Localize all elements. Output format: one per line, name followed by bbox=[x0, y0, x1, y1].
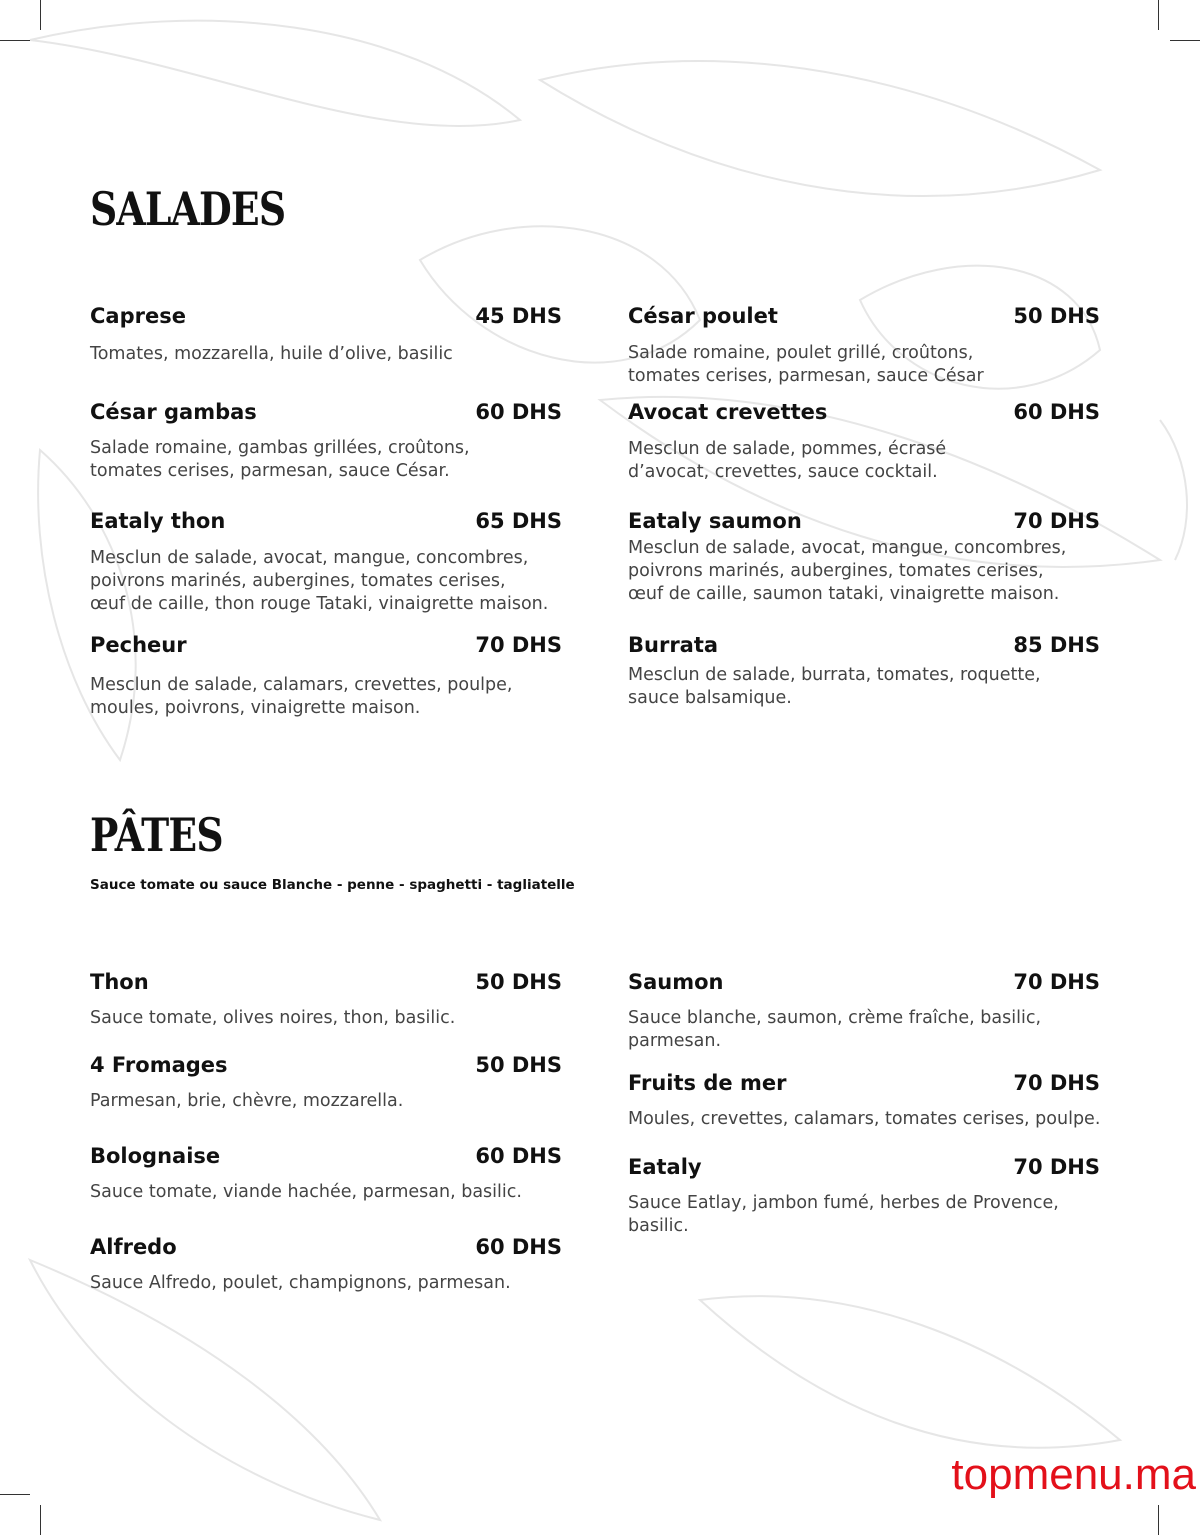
crop-mark bbox=[1170, 40, 1200, 41]
item-price: 60 DHS bbox=[475, 400, 562, 424]
item-description bbox=[628, 1108, 1128, 1131]
item-name: Eataly saumon bbox=[628, 509, 802, 533]
item-description bbox=[628, 537, 1128, 606]
description-line: Sauce Eatlay, jambon fumé, herbes de Provence, bbox=[628, 1193, 1059, 1213]
description-line: Sauce tomate, viande hachée, parmesan, basilic. bbox=[90, 1182, 522, 1202]
description-line: Mesclun de salade, calamars, crevettes, poulpe, bbox=[90, 675, 513, 695]
item-description bbox=[90, 343, 590, 366]
section-title-salades: SALADES bbox=[90, 182, 286, 236]
item-name: Pecheur bbox=[90, 633, 187, 657]
item-name: César poulet bbox=[628, 304, 778, 328]
crop-mark bbox=[40, 1505, 41, 1535]
item-description bbox=[90, 437, 590, 483]
item-price: 85 DHS bbox=[1013, 633, 1100, 657]
item-price: 70 DHS bbox=[1013, 1071, 1100, 1095]
crop-mark bbox=[0, 1494, 30, 1495]
item-description bbox=[628, 342, 1128, 388]
item-price: 65 DHS bbox=[475, 509, 562, 533]
description-line: parmesan. bbox=[628, 1031, 722, 1051]
item-name: Avocat crevettes bbox=[628, 400, 828, 424]
description-line: Sauce Alfredo, poulet, champignons, parmesan. bbox=[90, 1273, 511, 1293]
item-name: Bolognaise bbox=[90, 1144, 221, 1168]
item-name: Caprese bbox=[90, 304, 186, 328]
item-price: 70 DHS bbox=[1013, 970, 1100, 994]
description-line: Salade romaine, poulet grillé, croûtons, bbox=[628, 343, 974, 363]
item-name: Thon bbox=[90, 970, 149, 994]
description-line: Tomates, mozzarella, huile d’olive, basilic bbox=[90, 344, 453, 364]
item-name: Eataly thon bbox=[90, 509, 226, 533]
crop-mark bbox=[1158, 1505, 1159, 1535]
item-price: 50 DHS bbox=[1013, 304, 1100, 328]
description-line: poivrons marinés, aubergines, tomates cerises, bbox=[628, 561, 1044, 581]
item-name: Eataly bbox=[628, 1155, 702, 1179]
watermark-brand: topmenu.ma bbox=[951, 1450, 1196, 1499]
description-line: tomates cerises, parmesan, sauce César. bbox=[90, 461, 450, 481]
item-description bbox=[628, 664, 1128, 710]
item-name: César gambas bbox=[90, 400, 257, 424]
item-price: 45 DHS bbox=[475, 304, 562, 328]
item-description bbox=[628, 1007, 1128, 1053]
item-description bbox=[90, 547, 590, 616]
item-price: 70 DHS bbox=[1013, 1155, 1100, 1179]
item-name: 4 Fromages bbox=[90, 1053, 228, 1077]
item-description bbox=[628, 1192, 1128, 1238]
description-line: œuf de caille, saumon tataki, vinaigrette maison. bbox=[628, 584, 1060, 604]
description-line: Mesclun de salade, pommes, écrasé bbox=[628, 439, 947, 459]
description-line: d’avocat, crevettes, sauce cocktail. bbox=[628, 462, 938, 482]
item-description bbox=[90, 1272, 590, 1295]
item-name: Fruits de mer bbox=[628, 1071, 787, 1095]
description-line: Parmesan, brie, chèvre, mozzarella. bbox=[90, 1091, 404, 1111]
crop-mark bbox=[40, 0, 41, 30]
description-line: tomates cerises, parmesan, sauce César bbox=[628, 366, 984, 386]
description-line: moules, poivrons, vinaigrette maison. bbox=[90, 698, 421, 718]
description-line: poivrons marinés, aubergines, tomates cerises, bbox=[90, 571, 506, 591]
item-price: 70 DHS bbox=[475, 633, 562, 657]
item-price: 60 DHS bbox=[475, 1144, 562, 1168]
description-line: Sauce blanche, saumon, crème fraîche, basilic, bbox=[628, 1008, 1042, 1028]
item-name: Saumon bbox=[628, 970, 724, 994]
description-line: sauce balsamique. bbox=[628, 688, 792, 708]
crop-mark bbox=[1158, 0, 1159, 30]
pates-subtitle: Sauce tomate ou sauce Blanche - penne - spaghetti - tagliatelle bbox=[90, 877, 575, 893]
description-line: œuf de caille, thon rouge Tataki, vinaigrette maison. bbox=[90, 594, 549, 614]
description-line: Mesclun de salade, burrata, tomates, roquette, bbox=[628, 665, 1041, 685]
description-line: Sauce tomate, olives noires, thon, basilic. bbox=[90, 1008, 456, 1028]
item-price: 60 DHS bbox=[1013, 400, 1100, 424]
item-description bbox=[90, 674, 590, 720]
item-description bbox=[90, 1007, 590, 1030]
item-description bbox=[628, 438, 1128, 484]
description-line: Salade romaine, gambas grillées, croûtons, bbox=[90, 438, 470, 458]
description-line: basilic. bbox=[628, 1216, 689, 1236]
item-description bbox=[90, 1090, 590, 1113]
description-line: Mesclun de salade, avocat, mangue, concombres, bbox=[628, 538, 1067, 558]
description-line: Moules, crevettes, calamars, tomates cerises, poulpe. bbox=[628, 1109, 1101, 1129]
description-line: Mesclun de salade, avocat, mangue, concombres, bbox=[90, 548, 529, 568]
section-title-pates: PÂTES bbox=[90, 808, 223, 862]
item-price: 70 DHS bbox=[1013, 509, 1100, 533]
item-name: Burrata bbox=[628, 633, 719, 657]
item-price: 60 DHS bbox=[475, 1235, 562, 1259]
item-name: Alfredo bbox=[90, 1235, 177, 1259]
item-price: 50 DHS bbox=[475, 1053, 562, 1077]
crop-mark bbox=[0, 40, 30, 41]
item-description bbox=[90, 1181, 590, 1204]
item-price: 50 DHS bbox=[475, 970, 562, 994]
